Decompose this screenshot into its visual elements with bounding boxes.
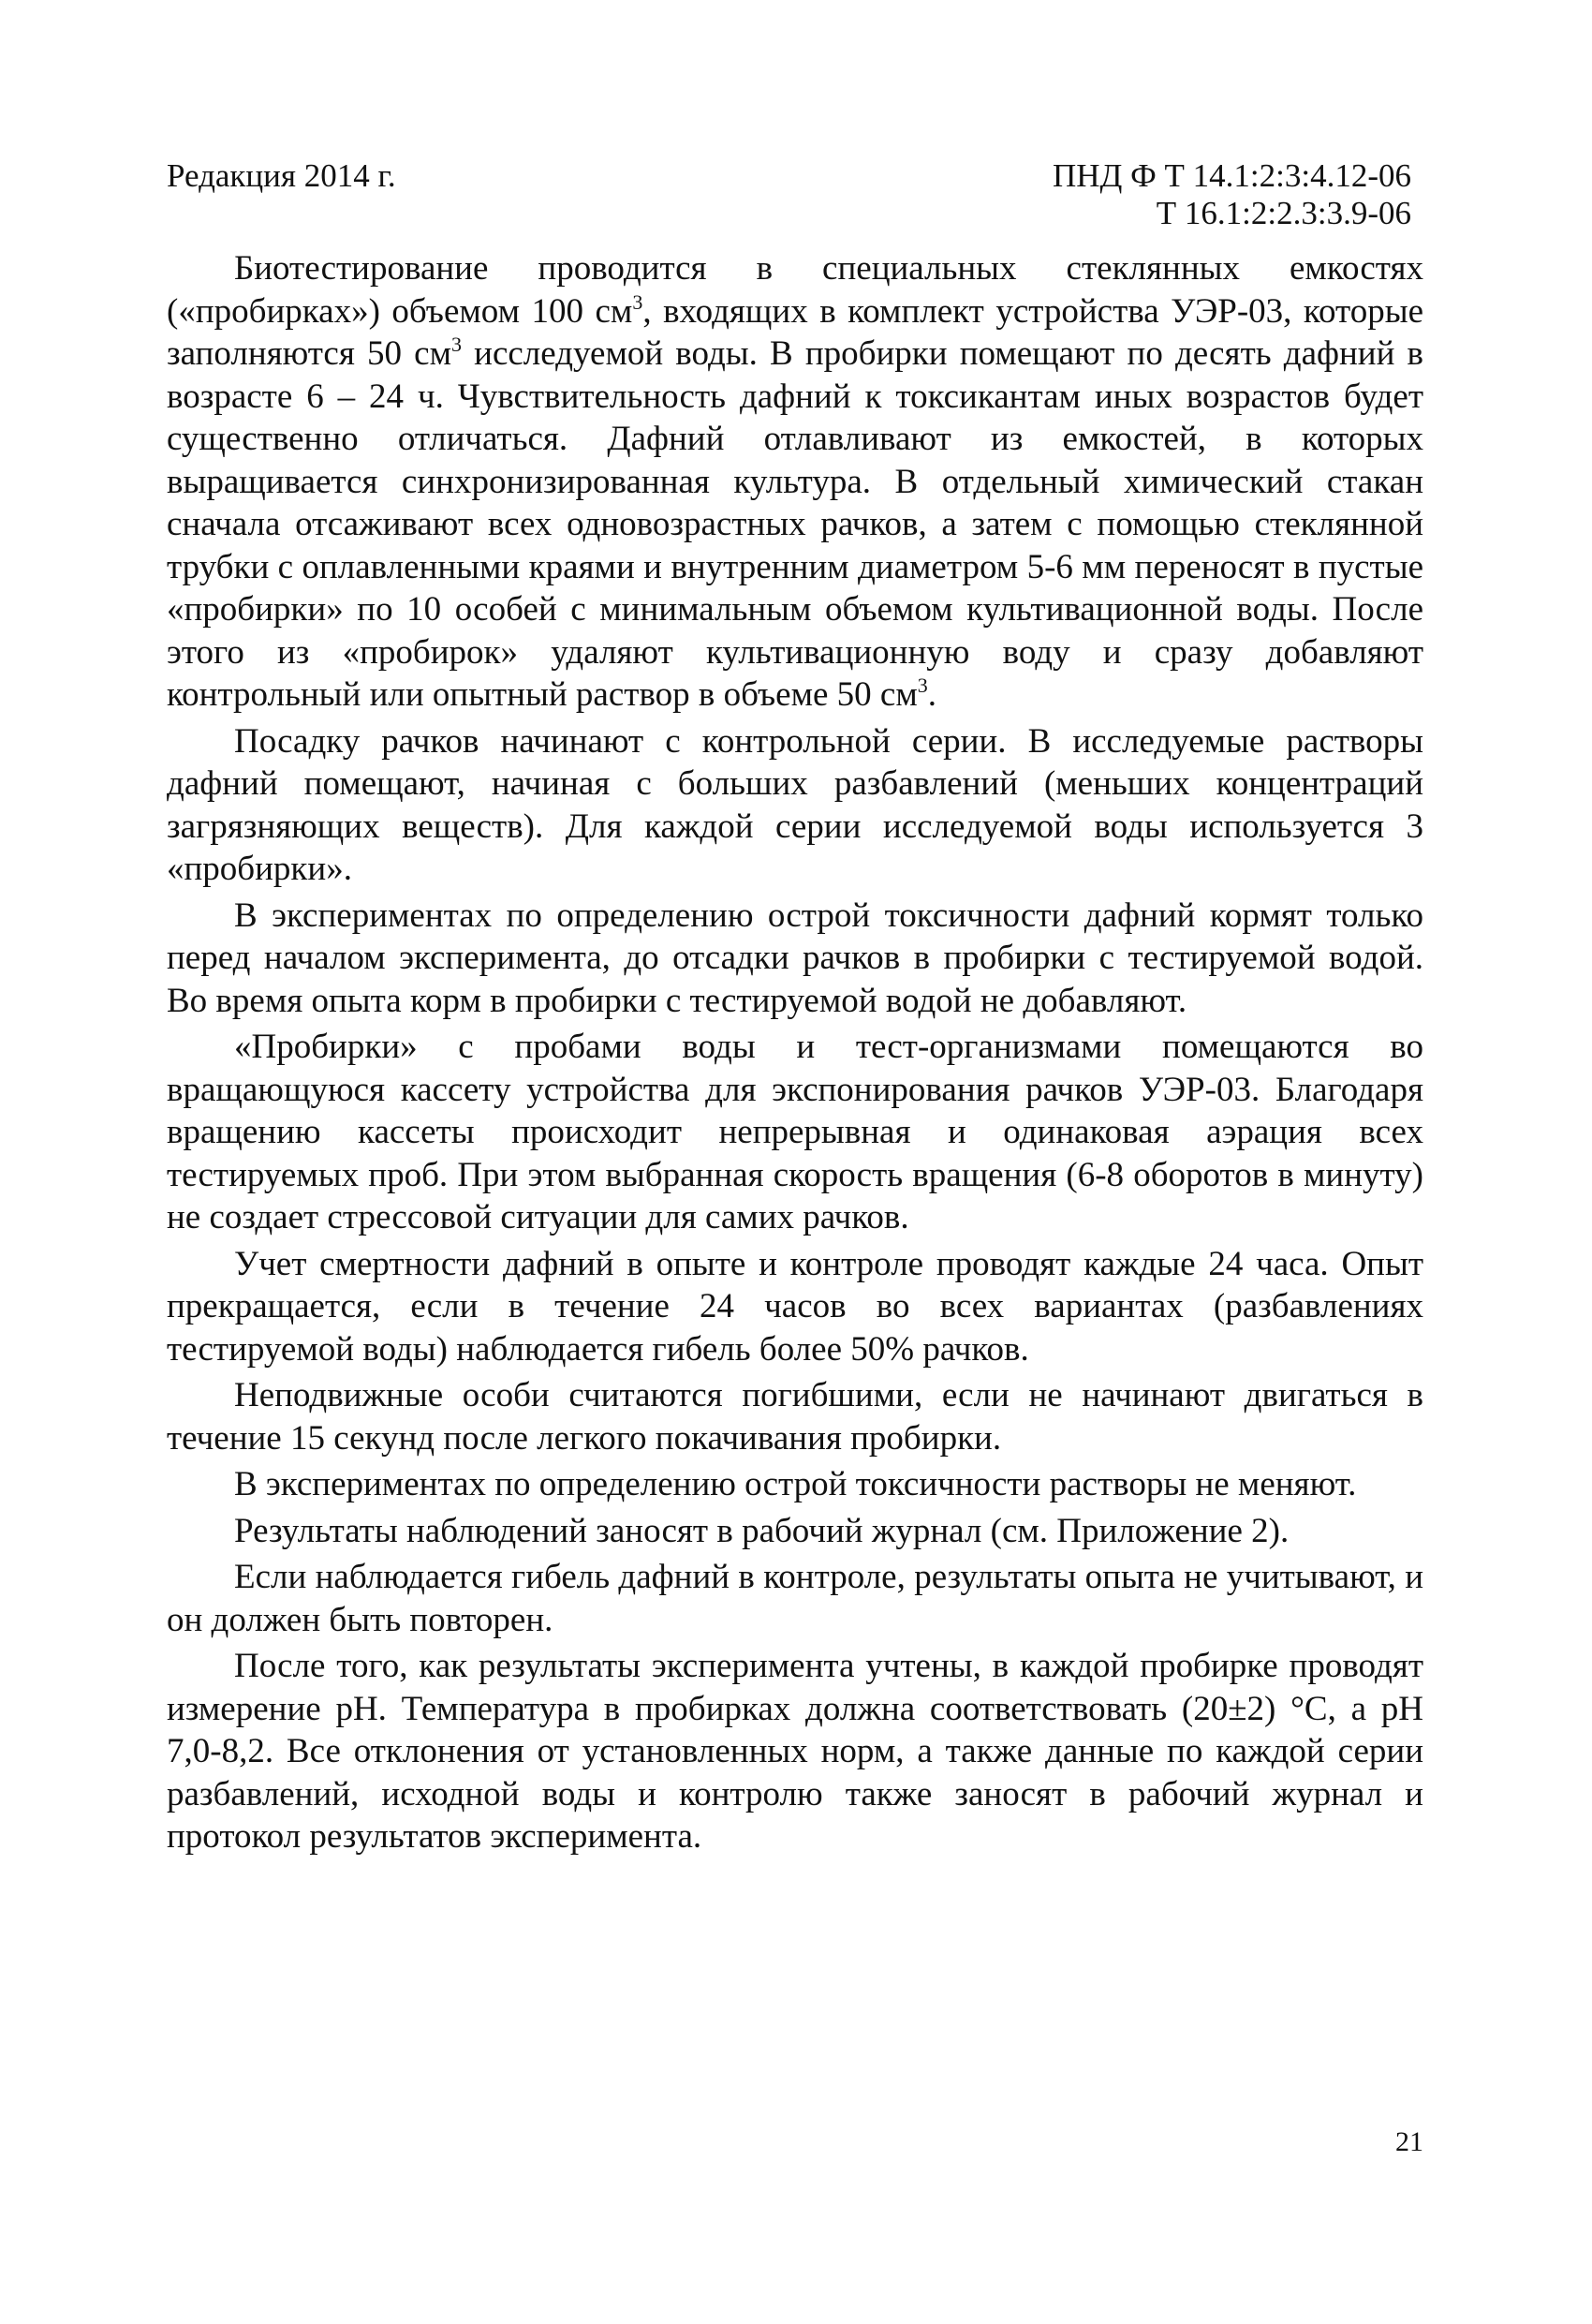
paragraph-1-part-3: исследуемой воды. В пробирки помещают по десять дафний в возрасте 6 – 24 ч. Чувствительность дафний к токсикантам иных возрастов будет существенно отличаться. Дафний отлавливают из емкостей, в которых выращивается синхронизированная культура. В отдельный химический стакан сначала отсаживают всех одновозрастных рачков, а затем с помощью стеклянной трубки с оплавленными краями и внутренним диаметром 5-6 мм переносят в пустые «пробирки» по 10 особей с минимальным объемом культивационной воды. После этого из «пробирок» удаляют культивационную воду и сразу добавляют контрольный или опытный раствор в объеме 50 см (167, 334, 1423, 714)
edition-label: Редакция 2014 г. (167, 157, 396, 194)
superscript-3: 3 (917, 674, 928, 697)
superscript-3: 3 (451, 333, 462, 356)
paragraph-1 (167, 247, 1423, 717)
paragraph-2: Посадку рачков начинают с контрольной серии. В исследуемые растворы дафний помещают, начиная с больших разбавлений (меньших концентраций загрязняющих веществ). Для каждой серии исследуемой воды используется 3 «пробирки». (167, 721, 1423, 888)
document-body (167, 247, 1423, 1862)
paragraph-1-part-4: . (927, 675, 937, 714)
paragraph-6: Неподвижные особи считаются погибшими, если не начинают двигаться в течение 15 секунд после легкого покачивания пробирки. (167, 1376, 1423, 1458)
document-code-line-2: Т 16.1:2:2.3:3.9-06 (1156, 195, 1411, 231)
paragraph-8: Результаты наблюдений заносят в рабочий журнал (см. Приложение 2). (234, 1511, 1290, 1550)
superscript-3: 3 (632, 289, 643, 314)
paragraph-5: Учет смертности дафний в опыте и контроле проводят каждые 24 часа. Опыт прекращается, если в течение 24 часов во всех вариантах (разбавлениях тестируемой воды) наблюдается гибель более 50% рачков. (167, 1244, 1423, 1369)
paragraph-1-part-1: Биотестирование проводится в специальных стеклянных емкостях («пробирках») объемом 100 см (167, 249, 1423, 331)
document-code (1053, 157, 1411, 232)
paragraph-9: Если наблюдается гибель дафний в контроле, результаты опыта не учитывают, и он должен быть повторен. (167, 1558, 1423, 1639)
paragraph-3: В экспериментах по определению острой токсичности дафний кормят только перед началом эксперимента, до отсадки рачков в пробирки с тестируемой водой. Во время опыта корм в пробирки с тестируемой водой не добавляют. (167, 896, 1423, 1020)
paragraph-4: «Пробирки» с пробами воды и тест-организмами помещаются во вращающуюся кассету устройства для экспонирования рачков УЭР-03. Благодаря вращению кассеты происходит непрерывная и одинаковая аэрация всех тестируемых проб. При этом выбранная скорость вращения (6-8 оборотов в минуту) не создает стрессовой ситуации для самих рачков. (167, 1028, 1423, 1236)
page-number: 21 (1395, 2126, 1423, 2157)
paragraph-10: После того, как результаты эксперимента учтены, в каждой пробирке проводят измерение pH. Температура в пробирках должна соответствовать (20±2) °С, а pH 7,0-8,2. Все отклонения от установленных норм, а также данные по каждой серии разбавлений, исходной воды и контролю также заносят в рабочий журнал и протокол результатов эксперимента. (167, 1647, 1423, 1856)
paragraph-7: В экспериментах по определению острой токсичности растворы не меняют. (234, 1465, 1357, 1503)
document-code-line-1: ПНД Ф Т 14.1:2:3:4.12-06 (1052, 157, 1411, 194)
paragraph-1-part-2: , входящих в комплект устройства УЭР-03, которые заполняются 50 см (167, 291, 1424, 373)
